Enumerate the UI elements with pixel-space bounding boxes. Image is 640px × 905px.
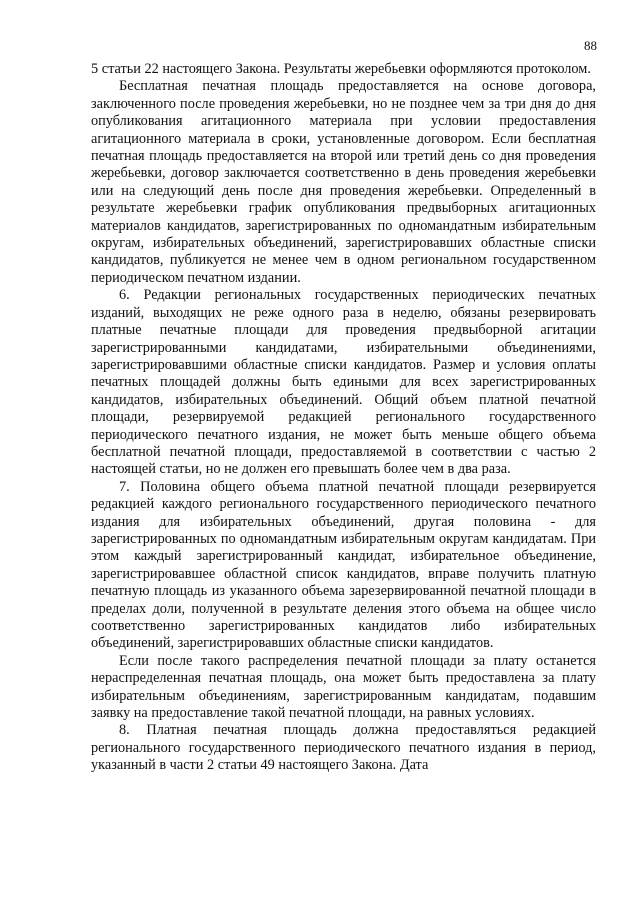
paragraph-free-print-space: Бесплатная печатная площадь предоставляется на основе договора, заключенного после проведения жеребьевки, но не позднее чем за три дня до дня опубликования агитационного материала при условии предоставления агитационного материала в сроки, установленные договором. Если бесплатная печатная площадь предоставляется на второй или третий день со дня проведения жеребьевки, договор заключается соответственно в день проведения жеребьевки или на следующий день после дня проведения жеребьевки. Определенный в результате жеребьевки график опубликования предвыборных агитационных материалов кандидатов, зарегистрированных по одномандатным избирательным округам, избирательных объединений, зарегистрировавших областные списки кандидатов, публикуется не менее чем в одном региональном государственном периодическом печатном издании.: [91, 78, 596, 286]
paragraph-continuation: 5 статьи 22 настоящего Закона. Результаты жеребьевки оформляются протоколом.: [91, 61, 591, 77]
paragraph-item-6: 6. Редакции региональных государственных периодических печатных изданий, выходящих не реже одного раза в неделю, обязаны резервировать платные печатные площади для проведения предвыборной агитации зарегистрированными кандидатами, избирательными объединениями, зарегистрировавшими областные списки кандидатов. Размер и условия оплаты печатных площадей должны быть едиными для всех зарегистрированных кандидатов, избирательных объединений. Общий объем платной печатной площади, резервируемой редакцией регионального государственного периодического печатного издания, не может быть меньше общего объема бесплатной печатной площади, предоставляемой в соответствии с частью 2 настоящей статьи, но не должен его превышать более чем в два раза.: [91, 287, 596, 478]
paragraph-item-7: 7. Половина общего объема платной печатной площади резервируется редакцией каждого регионального государственного периодического печатного издания для избирательных объединений, другая половина - для зарегистрированных по одномандатным избирательным округам кандидатам. При этом каждый зарегистрированный кандидат, избирательное объединение, зарегистрировавшее областной список кандидатов, вправе получить платную печатную площадь из указанного объема зарезервированной печатной площади в пределах доли, полученной в результате деления этого объема на общее число соответственно зарегистрированных кандидатов либо избирательных объединений, зарегистрировавших областные списки кандидатов.: [91, 478, 596, 652]
page-number: 88: [584, 38, 597, 53]
paragraph-remaining-space: Если после такого распределения печатной площади за плату останется нераспределенная печатная площадь, она может быть предоставлена за плату избирательным объединениям, зарегистрированным кандидатам, подавшим заявку на предоставление такой печатной площади, на равных условиях.: [91, 652, 596, 722]
paragraph-item-8: 8. Платная печатная площадь должна предоставляться редакцией регионального государственного периодического печатного издания в период, указанный в части 2 статьи 49 настоящего Закона. Дата: [91, 722, 596, 774]
page-body: [91, 61, 596, 775]
